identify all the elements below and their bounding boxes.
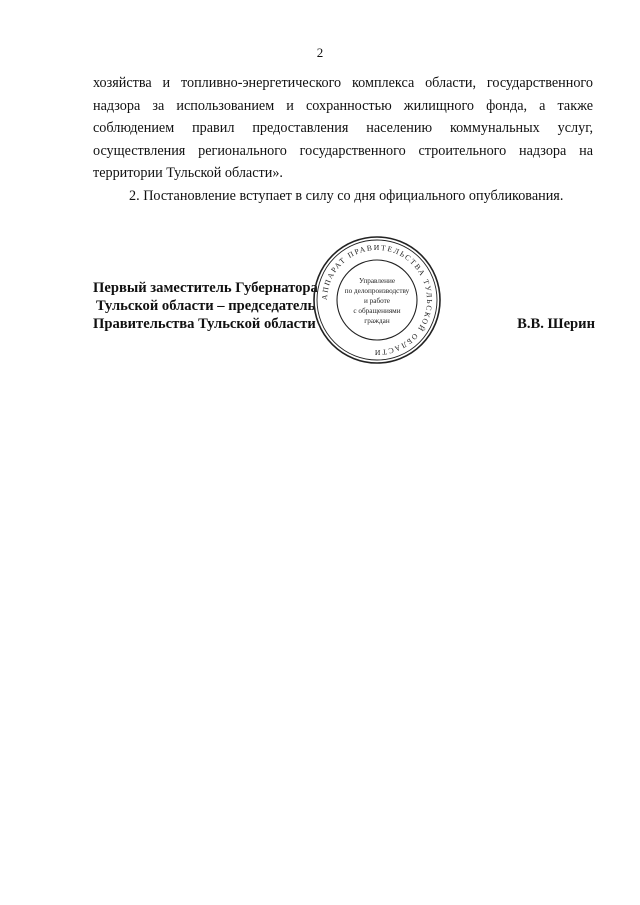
seal-inner-line: Управление <box>358 277 396 285</box>
paragraph-1-line: соблюдением правил предоставления населению коммунальных услуг, <box>93 120 593 137</box>
paragraph-1-line: надзора за использованием и сохранностью жилищного фонда, а также <box>93 97 593 114</box>
signer-position-line-2: Тульской области – председатель <box>96 298 316 314</box>
paragraph-1-line: территории Тульской области». <box>93 165 283 182</box>
page-number: 2 <box>316 45 324 60</box>
signer-position-line-3: Правительства Тульской области <box>93 316 316 332</box>
seal-outer-text: АППАРАТ ПРАВИТЕЛЬСТВА ТУЛЬСКОЙ ОБЛАСТИ <box>319 242 435 358</box>
document-body <box>93 72 593 208</box>
paragraph-2: 2. Постановление вступает в силу со дня официального опубликования. <box>129 187 564 204</box>
seal-inner-line: с обращениями <box>353 307 401 315</box>
signer-position-line-1: Первый заместитель Губернатора <box>93 280 318 296</box>
seal-inner-line: граждан <box>364 317 390 325</box>
official-seal-stamp <box>312 235 442 365</box>
paragraph-1 <box>93 72 593 185</box>
seal-inner-line: по делопроизводству <box>344 287 410 295</box>
paragraph-1-line: хозяйства и топливно-энергетического комплекса области, государственного <box>93 75 593 91</box>
seal-inner-line: и работе <box>364 297 390 305</box>
signer-name: В.В. Шерин <box>517 316 595 332</box>
paragraph-1-line: осуществления регионального государственного строительного надзора на <box>93 142 593 159</box>
